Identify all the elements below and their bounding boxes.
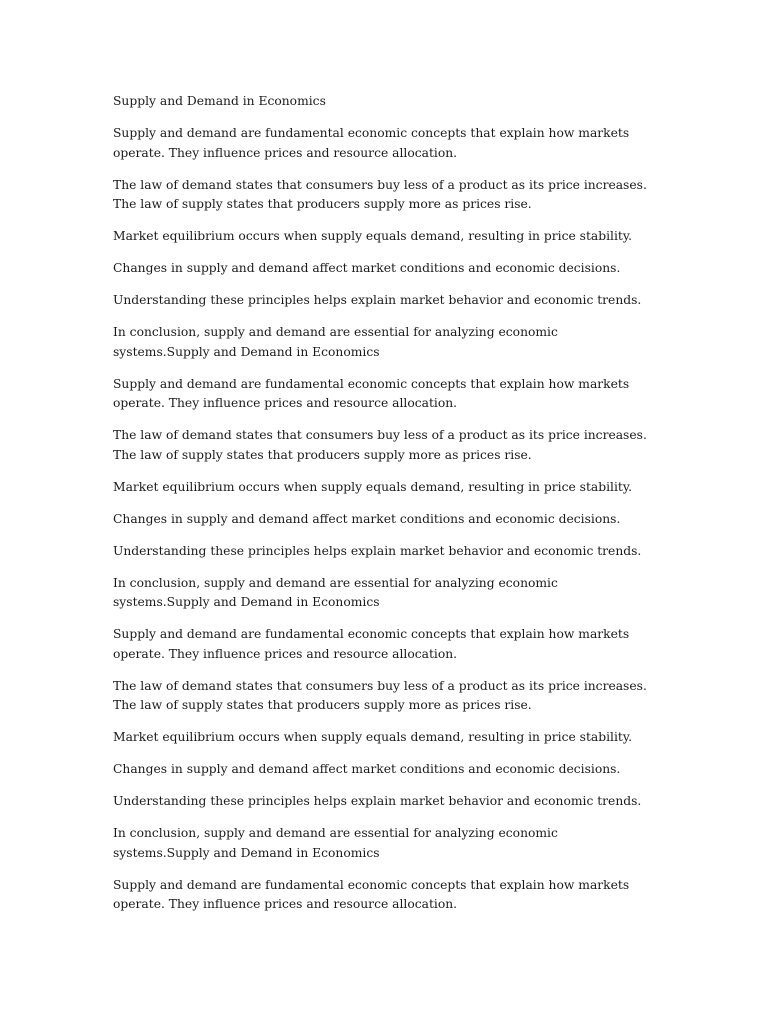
paragraph: Understanding these principles helps explain market behavior and economic trends. xyxy=(113,543,642,558)
document-page xyxy=(113,92,658,927)
paragraph: In conclusion, supply and demand are essential for analyzing economic systems.Supply and Demand in Economics xyxy=(113,575,558,609)
paragraph: Understanding these principles helps explain market behavior and economic trends. xyxy=(113,794,642,808)
paragraph: The law of demand states that consumers buy less of a product as its price increases. The law of supply states that producers supply more as prices rise. xyxy=(113,678,647,712)
paragraph: In conclusion, supply and demand are essential for analyzing economic systems.Supply and Demand in Economics xyxy=(113,826,558,860)
document-title: Supply and Demand in Economics xyxy=(113,94,326,108)
paragraph: Market equilibrium occurs when supply equals demand, resulting in price stability. xyxy=(113,479,633,494)
paragraph: Market equilibrium occurs when supply equals demand, resulting in price stability. xyxy=(113,730,633,744)
paragraph: Understanding these principles helps explain market behavior and economic trends. xyxy=(113,293,642,307)
paragraph: Changes in supply and demand affect market conditions and economic decisions. xyxy=(113,762,621,776)
paragraph: Supply and demand are fundamental economic concepts that explain how markets operate. They influence prices and resource allocation. xyxy=(113,126,630,160)
paragraph: Changes in supply and demand affect market conditions and economic decisions. xyxy=(113,261,621,275)
paragraph: Supply and demand are fundamental economic concepts that explain how markets operate. They influence prices and resource allocation. xyxy=(113,627,630,661)
paragraph: The law of demand states that consumers buy less of a product as its price increases. The law of supply states that producers supply more as prices rise. xyxy=(113,428,647,462)
paragraph: Supply and demand are fundamental economic concepts that explain how markets operate. They influence prices and resource allocation. xyxy=(113,376,630,410)
paragraph: Market equilibrium occurs when supply equals demand, resulting in price stability. xyxy=(113,229,633,243)
paragraph: In conclusion, supply and demand are essential for analyzing economic systems.Supply and Demand in Economics xyxy=(113,325,558,359)
paragraph: The law of demand states that consumers buy less of a product as its price increases. The law of supply states that producers supply more as prices rise. xyxy=(113,177,647,211)
paragraph: Changes in supply and demand affect market conditions and economic decisions. xyxy=(113,511,621,526)
paragraph: Supply and demand are fundamental economic concepts that explain how markets operate. They influence prices and resource allocation. xyxy=(113,877,630,911)
